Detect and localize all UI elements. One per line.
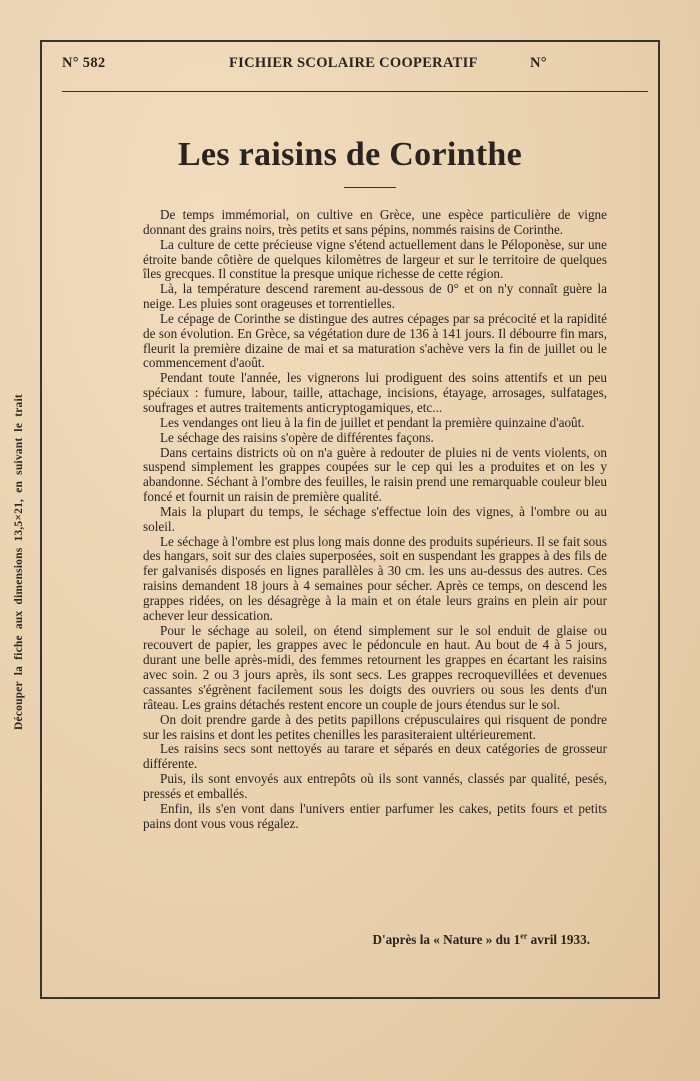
paragraph: Dans certains districts où on n'a guère à redouter de pluies ni de vents violents, on suspend simplement les grappes coupées sur le cep qui les a produites et on les y abandonne. Séchant à l'ombre des feuilles, le raisin prend une remarquable couleur bleu foncé et fournit un raisin de première qualité. xyxy=(143,444,607,505)
header-divider xyxy=(62,91,648,92)
article-body xyxy=(143,208,607,831)
paragraph: Puis, ils sont envoyés aux entrepôts où ils sont vannés, classés par qualité, pesés, pressés et emballés. xyxy=(143,771,607,801)
attribution-superscript: er xyxy=(520,931,528,941)
paragraph: Enfin, ils s'en vont dans l'univers entier parfumer les cakes, petits fours et petits pains dont vous vous régalez. xyxy=(143,800,607,831)
paragraph: Là, la température descend rarement au-dessous de 0° et on n'y connaît guère la neige. Les pluies sont orageuses et torrentielles. xyxy=(143,281,607,312)
paragraph: Le séchage à l'ombre est plus long mais donne des produits supérieurs. Il se fait sous des hangars, soit sur des claies superposées, soit en suspendant les grappes à des fils de fer galvanisés disposés en lignes parallèles à 30 cm. les uns au-dessus des autres. Ces raisins demandent 18 jours à 4 semaines pour sécher. Après ce temps, on descend les grappes ridées, on les désagrège à la main et on étale leurs grains en plein air pour achever leur dessication. xyxy=(143,533,607,623)
paragraph: Le séchage des raisins s'opère de différentes façons. xyxy=(160,429,434,445)
attribution-prefix: D'après la « Nature » du 1 xyxy=(372,932,521,947)
paragraph: On doit prendre garde à des petits papillons crépusculaires qui risquent de pondre sur les raisins et dont les petites chenilles les parasiteraient ultérieurement. xyxy=(143,711,607,742)
paragraph: Pour le séchage au soleil, on étend simplement sur le sol enduit de glaise ou recouvert de papier, les grappes avec le pédoncule en haut. Au bout de 4 à 5 jours, durant une belle après-midi, des femmes retournent les grappes en écartant les raisins avec soin. 2 ou 3 jours après, ils sont secs. Les grappes recroquevillées et devenues cassantes s'égrènent facilement sous les doigts des ouvriers ou sous les dents d'un râteau. Les grains détachés restent encore un couple de jours étendus sur le sol. xyxy=(143,622,607,712)
page-title: Les raisins de Corinthe xyxy=(177,136,523,173)
cutting-instruction: Découper la fiche aux dimensions 13,5×21, en suivant le trait xyxy=(13,394,25,730)
source-attribution xyxy=(143,932,590,948)
paragraph: Pendant toute l'année, les vignerons lui prodiguent des soins attentifs et un peu spéciaux : fumure, labour, taille, attachage, incisions, étayage, arrosages, sulfatages, soufrages et autres traitements anticryptogamiques, etc... xyxy=(143,370,607,415)
paragraph: Les raisins secs sont nettoyés au tarare et séparés en deux catégories de grosseur différente. xyxy=(143,741,607,772)
paragraph: La culture de cette précieuse vigne s'étend actuellement dans le Péloponèse, sur une étroite bande côtière de quelques kilomètres de largeur et sur le territoire de quelques îles grecques. Il constitue la presque unique richesse de cette région. xyxy=(143,236,607,282)
card-number: N° 582 xyxy=(62,55,106,71)
card-header xyxy=(62,55,648,77)
paragraph: Le cépage de Corinthe se distingue des autres cépages par sa précocité et la rapidité de son évolution. En Grèce, sa végétation dure de 136 à 141 jours. Il débourre fin mars, fleurit la première dizaine de mai et sa maturation s'achève vers la fin de juillet ou le commencement d'août. xyxy=(143,310,607,371)
paragraph: Les vendanges ont lieu à la fin de juillet et pendant la première quinzaine d'août. xyxy=(160,414,585,430)
paragraph: Mais la plupart du temps, le séchage s'effectue loin des vignes, à l'ombre ou au soleil. xyxy=(143,503,607,534)
paragraph: De temps immémorial, on cultive en Grèce, une espèce particulière de vigne donnant des grains noirs, très petits et sans pépins, nommés raisins de Corinthe. xyxy=(143,207,607,237)
attribution-suffix: avril 1933. xyxy=(527,932,590,947)
title-underline xyxy=(344,187,396,188)
collection-title: FICHIER SCOLAIRE COOPERATIF xyxy=(229,55,478,71)
card-number-blank: N° xyxy=(530,55,547,71)
